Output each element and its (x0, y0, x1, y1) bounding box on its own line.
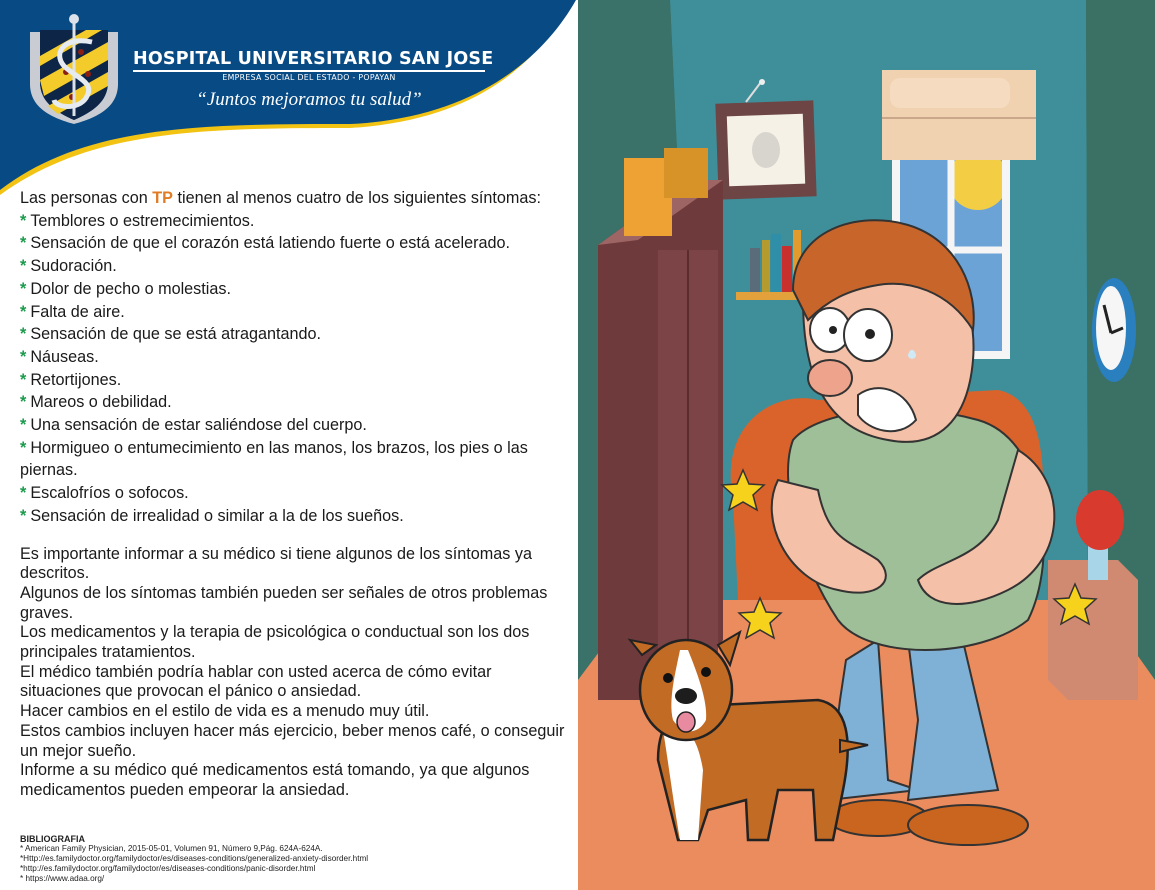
intro-before: Las personas con (20, 189, 153, 207)
asterisk-icon: * (20, 257, 27, 276)
list-item (20, 255, 570, 278)
list-item (20, 278, 570, 301)
asterisk-icon: * (20, 234, 27, 253)
tp-highlight: TP (152, 189, 173, 207)
symptom-text: Retortijones. (30, 370, 122, 389)
symptom-text: Escalofríos o sofocos. (30, 484, 189, 503)
bibliography-entry: * American Family Physician, 2015-05-01, Volumen 91, Número 9,Pág. 624A-624A. (20, 844, 323, 853)
bibliography-title: BIBLIOGRAFIA (20, 834, 85, 844)
list-item (20, 210, 570, 233)
list-item (20, 391, 570, 414)
symptom-text: Dolor de pecho o molestias. (30, 279, 231, 298)
symptom-text: Hormigueo o entumecimiento en las manos, los brazos, los pies o las piernas. (20, 438, 528, 480)
bibliography-entry: *http://es.familydoctor.org/familydoctor/es/diseases-conditions/panic-disorder.html (20, 864, 316, 873)
asterisk-icon: * (20, 325, 27, 344)
advice-paragraph: Hacer cambios en el estilo de vida es a menudo muy útil. (20, 702, 430, 721)
bibliography-entry: *Http://es.familydoctor.org/familydoctor/es/diseases-conditions/generalized-anxiety-disorder.html (20, 854, 369, 863)
list-item (20, 482, 570, 505)
symptom-text: Sudoración. (30, 257, 117, 276)
clock-icon (1092, 278, 1136, 382)
bibliography-entry: * https://www.adaa.org/ (20, 874, 105, 883)
symptom-text: Una sensación de estar saliéndose del cuerpo. (30, 416, 367, 435)
hospital-subtitle: EMPRESA SOCIAL DEL ESTADO - POPAYAN (222, 73, 396, 82)
advice-paragraph: Estos cambios incluyen hacer más ejercicio, beber menos café, o conseguir un mejor sueño. (20, 721, 565, 760)
asterisk-icon: * (20, 347, 27, 366)
list-item (20, 301, 570, 324)
list-item (20, 369, 570, 392)
symptom-text: Mareos o debilidad. (30, 393, 172, 412)
asterisk-icon: * (20, 438, 27, 457)
advice-paragraph: Informe a su médico qué medicamentos está tomando, ya que algunos medicamentos pueden empeorar la ansiedad. (20, 761, 530, 799)
list-item (20, 414, 570, 437)
list-item (20, 323, 570, 346)
asterisk-icon: * (20, 416, 27, 435)
advice-section (20, 545, 570, 801)
asterisk-icon: * (20, 211, 27, 230)
list-item (20, 505, 570, 528)
intro-after: tienen al menos cuatro de los siguientes síntomas: (172, 189, 542, 207)
symptom-text: Náuseas. (30, 347, 99, 366)
advice-paragraph: Los medicamentos y la terapia de psicológica o conductual son los dos principales tratamientos. (20, 623, 530, 662)
hospital-name: HOSPITAL UNIVERSITARIO SAN JOSE (133, 49, 494, 69)
symptom-text: Sensación de que se está atragantando. (30, 325, 322, 344)
list-item (20, 437, 570, 482)
symptom-list (20, 210, 570, 528)
anxious-man-illustration (578, 0, 1155, 890)
list-item (20, 346, 570, 369)
advice-paragraph: Es importante informar a su médico si tiene algunos de los síntomas ya descritos. (20, 544, 532, 583)
symptom-text: Temblores o estremecimientos. (30, 211, 255, 230)
asterisk-icon: * (20, 279, 27, 298)
symptom-text: Sensación de irrealidad o similar a la de los sueños. (30, 506, 404, 525)
advice-paragraph: Algunos de los síntomas también pueden ser señales de otros problemas graves. (20, 583, 548, 622)
symptom-text: Sensación de que el corazón está latiendo fuerte o está acelerado. (30, 234, 510, 253)
asterisk-icon: * (20, 506, 27, 525)
hospital-slogan: “Juntos mejoramos tu salud” (196, 89, 422, 110)
asterisk-icon: * (20, 484, 27, 503)
asterisk-icon: * (20, 393, 27, 412)
asterisk-icon: * (20, 302, 27, 321)
symptom-text: Falta de aire. (30, 302, 125, 321)
spacer (20, 528, 570, 545)
intro-text (20, 187, 570, 210)
advice-paragraph: El médico también podría hablar con usted acerca de cómo evitar situaciones que provocan el pánico o ansiedad. (20, 662, 492, 701)
bibliography (20, 834, 368, 884)
list-item (20, 232, 570, 255)
header-divider (133, 70, 485, 72)
main-content (20, 187, 570, 801)
asterisk-icon: * (20, 370, 27, 389)
hospital-shield-logo (26, 12, 122, 124)
